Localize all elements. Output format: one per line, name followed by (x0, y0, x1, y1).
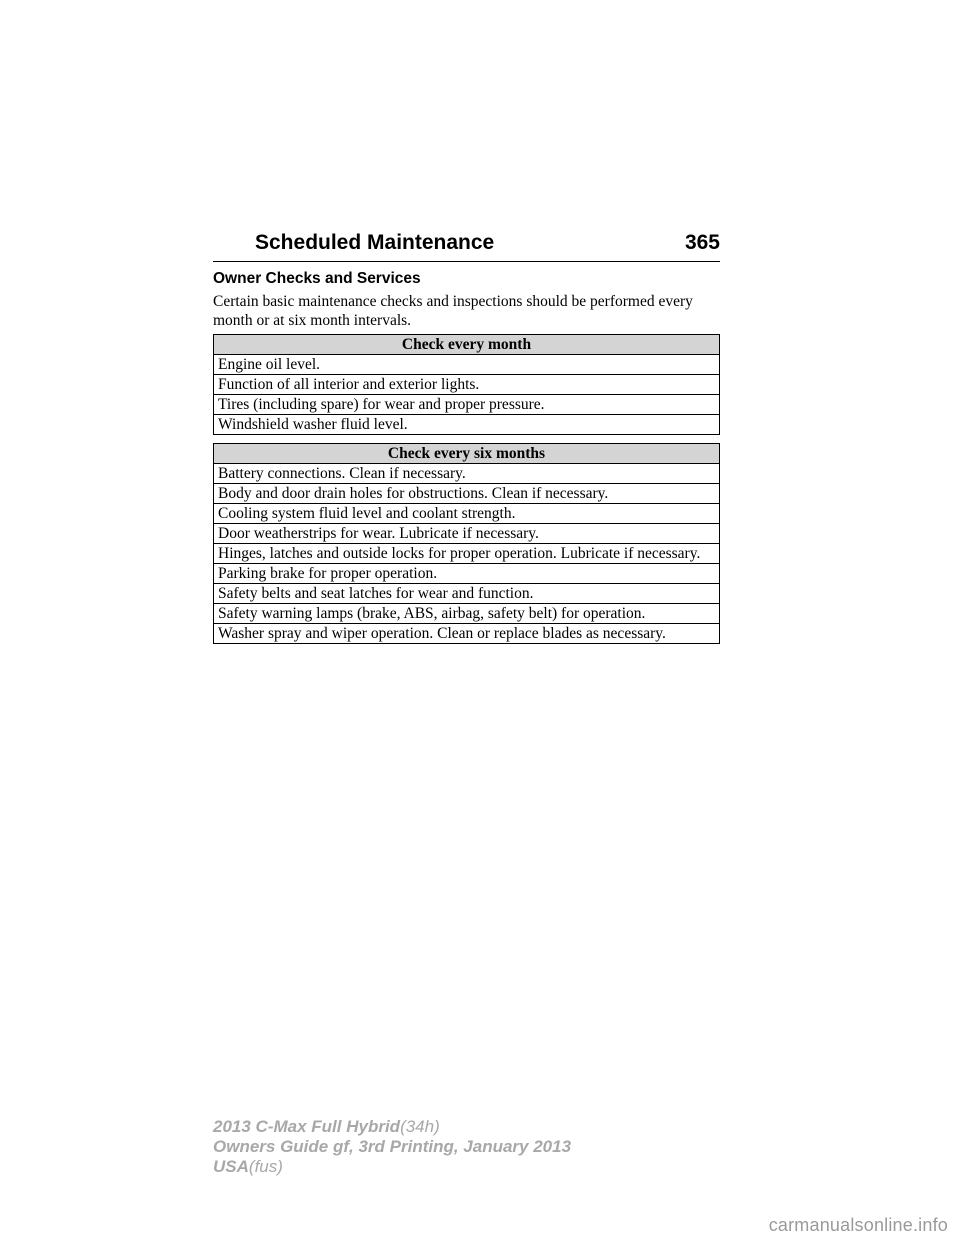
table-row (214, 604, 720, 624)
table-cell: Windshield washer fluid level. (214, 415, 720, 435)
six-month-checks-table (213, 443, 720, 644)
table-row (214, 484, 720, 504)
table-cell: Tires (including spare) for wear and proper pressure. (214, 395, 720, 415)
table-row (214, 355, 720, 375)
footer-line-1: 2013 C-Max Full Hybrid(34h) (213, 1117, 440, 1136)
table-row (214, 395, 720, 415)
table-row (214, 415, 720, 435)
table-row (214, 524, 720, 544)
table-cell: Safety warning lamps (brake, ABS, airbag, safety belt) for operation. (214, 604, 720, 624)
chapter-title: Scheduled Maintenance (255, 231, 495, 254)
table-cell: Body and door drain holes for obstructions. Clean if necessary. (214, 484, 720, 504)
table-header-row (214, 335, 720, 355)
footer-line-2: Owners Guide gf, 3rd Printing, January 2013 (213, 1137, 572, 1156)
table-cell: Parking brake for proper operation. (214, 564, 720, 584)
table-header-row (214, 444, 720, 464)
table-row (214, 564, 720, 584)
document-footer (213, 1117, 571, 1177)
table-row (214, 375, 720, 395)
table-row (214, 584, 720, 604)
table-cell: Battery connections. Clean if necessary. (214, 464, 720, 484)
table-cell: Washer spray and wiper operation. Clean or replace blades as necessary. (214, 624, 720, 644)
table-cell: Engine oil level. (214, 355, 720, 375)
table-row (214, 464, 720, 484)
table-cell: Cooling system fluid level and coolant strength. (214, 504, 720, 524)
monthly-heading: Check every month (214, 335, 720, 355)
watermark-text: carmanualsonline.info (768, 1215, 948, 1235)
table-cell: Function of all interior and exterior lights. (214, 375, 720, 395)
table-row (214, 624, 720, 644)
six-month-heading: Check every six months (214, 444, 720, 464)
footer-line-3: USA(fus) (213, 1157, 283, 1176)
table-cell: Safety belts and seat latches for wear and function. (214, 584, 720, 604)
monthly-checks-table (213, 334, 720, 435)
table-cell: Hinges, latches and outside locks for proper operation. Lubricate if necessary. (214, 544, 720, 564)
section-title: Owner Checks and Services (213, 270, 421, 287)
table-row (214, 544, 720, 564)
page-header (213, 228, 720, 262)
table-cell: Door weatherstrips for wear. Lubricate if necessary. (214, 524, 720, 544)
table-row (214, 504, 720, 524)
intro-paragraph: Certain basic maintenance checks and inspections should be performed every month or at six month intervals. (213, 293, 693, 329)
page-number: 365 (684, 231, 720, 254)
